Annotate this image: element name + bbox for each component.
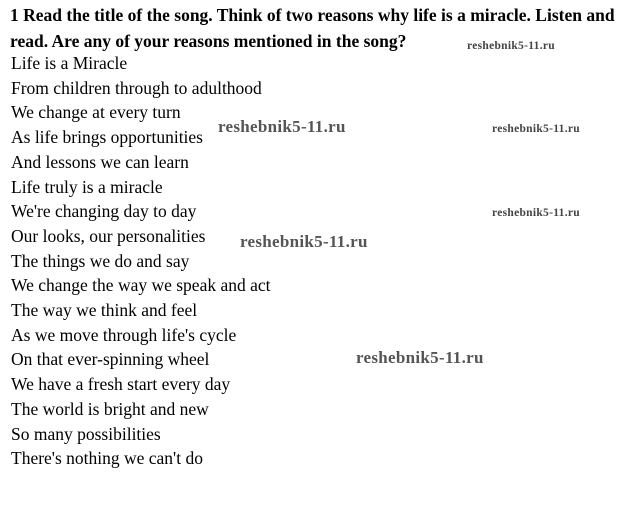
song-lyrics <box>11 51 271 471</box>
song-line: As life brings opportunities <box>11 127 203 148</box>
watermark: reshebnik5-11.ru <box>492 207 580 219</box>
song-line: The way we think and feel <box>11 300 198 321</box>
song-line: The world is bright and new <box>11 398 209 419</box>
song-line: We have a fresh start every day <box>11 374 231 395</box>
song-line: From children through to adulthood <box>11 77 262 98</box>
watermark: reshebnik5-11.ru <box>492 123 580 135</box>
song-line: On that ever-spinning wheel <box>11 349 210 370</box>
task-instruction: 1 Read the title of the song. Think of two reasons why life is a miracle. Listen and read. Are any of your reasons mentioned in the song? <box>10 5 615 51</box>
song-title: Life is a Miracle <box>11 53 128 73</box>
song-line: Life truly is a miracle <box>11 176 163 197</box>
song-line: And lessons we can learn <box>11 151 189 172</box>
song-line: The things we do and say <box>11 250 190 271</box>
song-line: We change the way we speak and act <box>11 275 271 296</box>
watermark: reshebnik5-11.ru <box>218 117 346 136</box>
song-line: We change at every turn <box>11 102 181 123</box>
song-line: We're changing day to day <box>11 201 197 222</box>
song-line: As we move through life's cycle <box>11 324 237 345</box>
song-line: There's nothing we can't do <box>11 448 203 469</box>
song-line: So many possibilities <box>11 423 161 444</box>
song-line: Our looks, our personalities <box>11 225 206 246</box>
watermark: reshebnik5-11.ru <box>356 348 484 367</box>
watermark: reshebnik5-11.ru <box>240 232 368 251</box>
watermark: reshebnik5-11.ru <box>467 40 555 52</box>
